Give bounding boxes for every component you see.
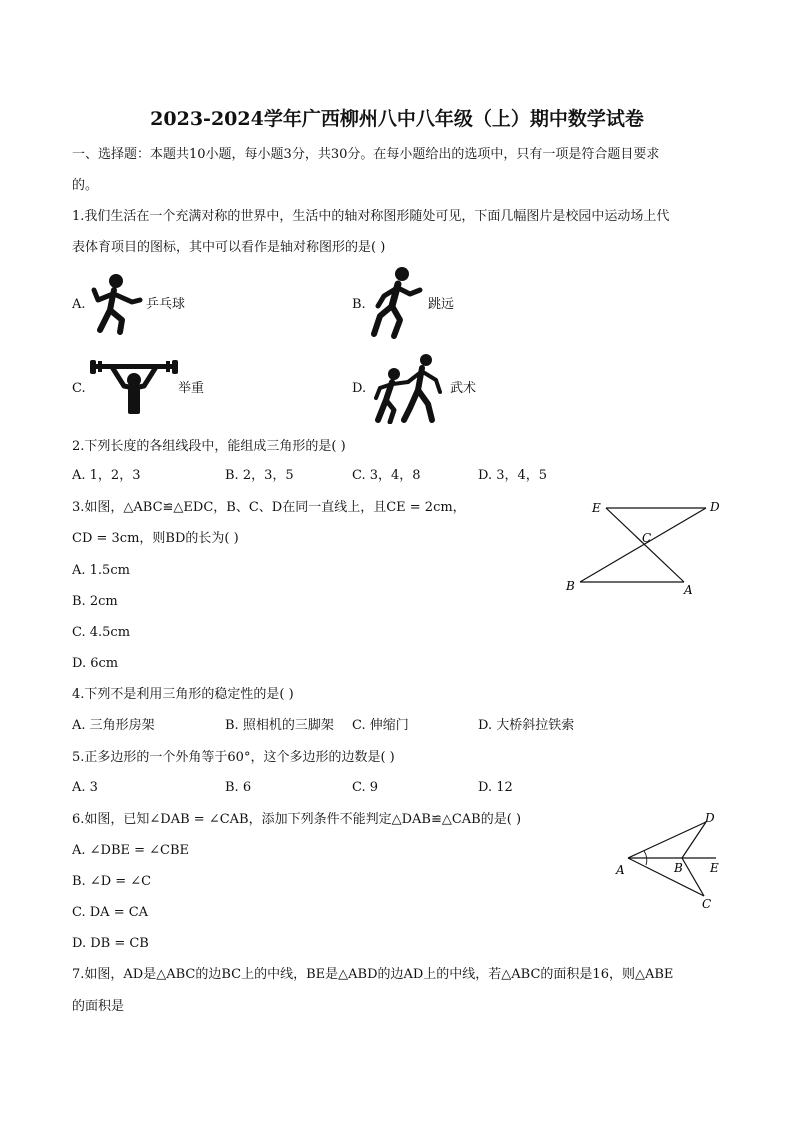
figure-label-d: D xyxy=(710,500,720,514)
q2-stem: 2.下列长度的各组线段中，能组成三角形的是( ) xyxy=(72,439,346,454)
q5-option-d: D. 12 xyxy=(478,780,513,795)
q6-option-a: A. ∠DBE = ∠CBE xyxy=(72,843,190,858)
q2-option-a: A. 1，2，3 xyxy=(72,468,141,483)
q6-option-c: C. DA = CA xyxy=(72,905,149,920)
q1-option-a-label: 乒乓球 xyxy=(146,297,186,312)
figure-label-d: D xyxy=(705,811,715,825)
figure-label-b: B xyxy=(674,861,683,875)
page-title: 2023-2024学年广西柳州八中八年级（上）期中数学试卷 xyxy=(150,108,644,130)
q7-stem-line2: 的面积是 xyxy=(72,999,125,1014)
q5-option-a: A. 3 xyxy=(72,780,98,795)
q3-stem-line2: CD = 3cm，则BD的长为( ) xyxy=(72,531,239,546)
q3-option-c: C. 4.5cm xyxy=(72,625,131,640)
q5-option-b: B. 6 xyxy=(225,780,252,795)
section-heading-line1: 一、选择题：本题共10小题，每小题3分，共30分。在每小题给出的选项中，只有一项是符合题目要求 xyxy=(72,147,660,162)
figure-label-e: E xyxy=(592,501,601,515)
ping-pong-figure-icon xyxy=(88,272,146,336)
q3-option-a: A. 1.5cm xyxy=(72,563,130,578)
q1-option-c-label: 举重 xyxy=(178,381,205,396)
q1-option-b-label: 跳远 xyxy=(428,297,455,312)
weightlifting-figure-icon xyxy=(90,360,178,416)
q4-option-c: C. 伸缩门 xyxy=(352,718,409,733)
q6-triangles-figure xyxy=(610,808,730,912)
q4-stem: 4.下列不是利用三角形的稳定性的是( ) xyxy=(72,687,294,702)
q1-option-d-label: 武术 xyxy=(450,381,477,396)
q4-option-a: A. 三角形房架 xyxy=(72,718,155,733)
q1-option-c-letter: C. xyxy=(72,381,86,396)
q6-stem: 6.如图，已知∠DAB = ∠CAB，添加下列条件不能判定△DAB≌△CAB的是( ) xyxy=(72,812,522,827)
q5-option-c: C. 9 xyxy=(352,780,379,795)
figure-label-a: A xyxy=(616,863,625,877)
q2-option-c: C. 3，4，8 xyxy=(352,468,421,483)
figure-label-c: C xyxy=(642,531,652,545)
figure-label-c: C xyxy=(702,897,712,911)
figure-label-e: E xyxy=(710,861,719,875)
q1-stem-line1: 1.我们生活在一个充满对称的世界中，生活中的轴对称图形随处可见，下面几幅图片是校园中运动场上代 xyxy=(72,209,670,224)
q2-option-d: D. 3，4，5 xyxy=(478,468,548,483)
long-jump-figure-icon xyxy=(370,266,426,340)
q7-stem-line1: 7.如图，AD是△ABC的边BC上的中线，BE是△ABD的边AD上的中线，若△ABC的面积是16，则△ABE xyxy=(72,967,674,982)
q5-stem: 5.正多边形的一个外角等于60°，这个多边形的边数是( ) xyxy=(72,750,395,765)
q4-option-b: B. 照相机的三脚架 xyxy=(225,718,334,733)
q6-option-d: D. DB = CB xyxy=(72,936,149,951)
q3-stem-line1: 3.如图，△ABC≌△EDC，B、C、D在同一直线上，且CE = 2cm， xyxy=(72,500,466,515)
q1-stem-line2: 表体育项目的图标，其中可以看作是轴对称图形的是( ) xyxy=(72,240,386,255)
q1-option-a-letter: A. xyxy=(72,297,86,312)
section-heading-line2: 的。 xyxy=(72,178,99,193)
q3-triangles-figure xyxy=(560,496,730,600)
figure-label-b: B xyxy=(566,579,575,593)
q6-option-b: B. ∠D = ∠C xyxy=(72,874,152,889)
q2-option-b: B. 2，3，5 xyxy=(225,468,294,483)
q1-option-b-letter: B. xyxy=(352,297,366,312)
q4-option-d: D. 大桥斜拉铁索 xyxy=(478,718,575,733)
q1-option-d-letter: D. xyxy=(352,381,367,396)
q3-option-b: B. 2cm xyxy=(72,594,118,609)
martial-arts-figure-icon xyxy=(370,352,450,424)
q3-option-d: D. 6cm xyxy=(72,656,119,671)
figure-label-a: A xyxy=(684,583,693,597)
